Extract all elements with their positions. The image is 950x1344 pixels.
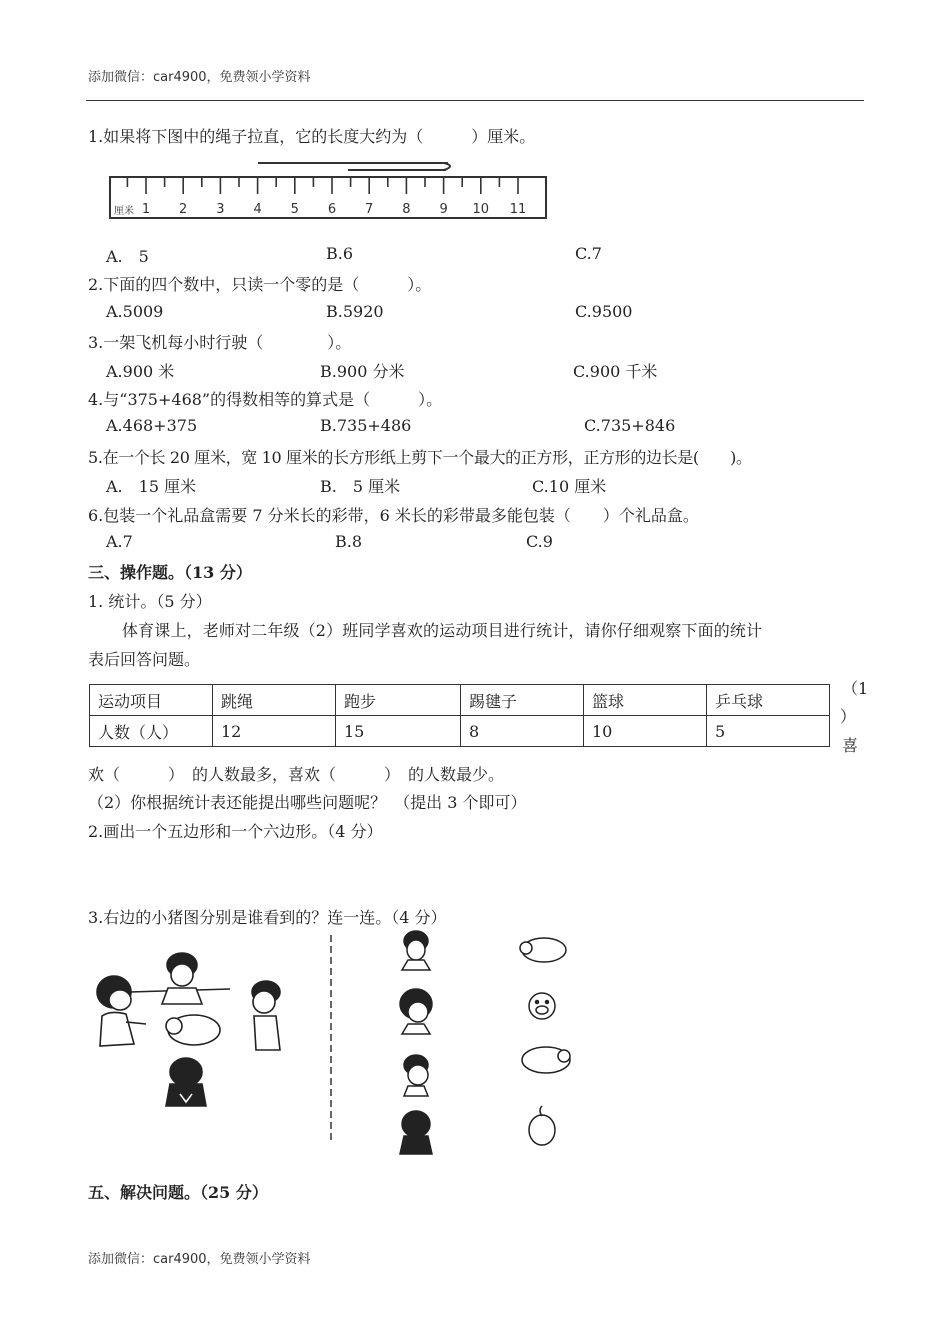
boy-right-body [254,1016,280,1050]
q2-option-c[interactable]: C.9500 [575,302,633,321]
page-footer: 添加微信：car4900，免费领小学资料 [88,1252,311,1267]
dashed-divider [328,935,334,1145]
op1-intro-line2: 表后回答问题。 [88,650,201,669]
child-1-icon [402,931,430,970]
q2-option-a[interactable]: A.5009 [106,302,164,321]
table-cell: 15 [336,716,461,747]
children-column [394,928,440,1156]
q1-option-a[interactable]: A. 5 [106,247,149,266]
sub1-marker-c: 喜 [842,736,859,755]
table-cell: 8 [461,716,584,747]
question-2-stem: 2.下面的四个数中，只读一个零的是（ ）。 [88,275,432,294]
op1-sub1-text: 欢（ ） 的人数最多，喜欢（ ） 的人数最少。 [88,765,505,784]
ruler-unit-label: 厘米 [114,206,134,217]
pig-back-view-icon [529,1106,555,1145]
table-header-row [90,685,830,716]
question-5-stem: 5.在一个长 20 厘米，宽 10 厘米的长方形纸上剪下一个最大的正方形，正方形的边长是( )。 [88,448,752,467]
pig-views-column [512,932,576,1152]
pig-side-view-2-icon [522,1047,570,1073]
table-cell: 人数（人） [90,716,213,747]
q6-option-c[interactable]: C.9 [526,532,553,551]
ruler-number: 4 [253,202,262,217]
ruler-number: 1 [141,202,151,217]
child-2-icon [400,989,432,1034]
girl-face [109,990,131,1010]
op3-title: 3.右边的小猪图分别是谁看到的？连一连。（4 分） [88,908,447,927]
question-6-stem: 6.包装一个礼品盒需要 7 分米长的彩带，6 米长的彩带最多能包装（ ）个礼品盒。 [88,506,699,525]
ruler-figure [108,156,548,226]
ruler-number: 3 [216,202,225,217]
op2-title: 2.画出一个五边形和一个六边形。（4 分） [88,822,383,841]
sub1-marker-b: ） [840,707,857,726]
q4-option-b[interactable]: B.735+486 [320,416,412,435]
table-cell: 5 [707,716,830,747]
question-1-stem: 1.如果将下图中的绳子拉直，它的长度大约为（ ）厘米。 [88,127,536,146]
page-header: 添加微信：car4900，免费领小学资料 [88,70,311,85]
table-cell: 10 [584,716,707,747]
q1-option-b[interactable]: B.6 [326,244,354,263]
boy-bottom-hair [170,1058,202,1086]
boy-top-body [162,988,202,1004]
question-4-stem: 4.与“375+468”的得数相等的算式是（ ）。 [88,390,443,409]
pig-side-view-icon [520,938,566,962]
ruler-number: 9 [439,202,448,217]
q6-option-a[interactable]: A.7 [106,532,133,551]
q5-option-b[interactable]: B. 5 厘米 [320,477,401,496]
pig-front-view-icon [529,993,555,1019]
table-header-cell: 跳绳 [213,685,336,716]
ruler-number: 2 [179,202,188,217]
q1-option-c[interactable]: C.7 [575,244,602,263]
girl-body [100,1012,134,1046]
sub1-marker-a: （1 [842,679,869,698]
q4-option-a[interactable]: A.468+375 [106,416,198,435]
q2-option-b[interactable]: B.5920 [326,302,384,321]
child-4-icon [400,1111,432,1154]
q3-option-c[interactable]: C.900 千米 [573,362,658,381]
table-header-cell: 篮球 [584,685,707,716]
boy-top-face [171,964,193,986]
table-row [90,716,830,747]
table-header-cell: 跑步 [336,685,461,716]
ruler-number: 10 [472,202,490,217]
ruler-number: 7 [365,202,374,217]
section-3-title: 三、操作题。（13 分） [88,563,252,582]
ruler-number: 8 [402,202,411,217]
boy-right-face [253,991,275,1013]
q4-option-c[interactable]: C.735+846 [584,416,676,435]
q5-option-a[interactable]: A. 15 厘米 [106,477,197,496]
q3-option-b[interactable]: B.900 分米 [320,362,405,381]
pig-head [166,1018,182,1034]
ruler-number: 5 [290,202,299,217]
op1-intro-line1: 体育课上，老师对二年级（2）班同学喜欢的运动项目进行统计，请你仔细观察下面的统计 [122,621,763,640]
child-3-icon [404,1055,428,1096]
question-3-stem: 3.一架飞机每小时行驶（ ）。 [88,333,352,352]
section-5-title: 五、解决问题。（25 分） [88,1183,268,1202]
q3-option-a[interactable]: A.900 米 [106,362,175,381]
rope-line [258,163,450,170]
table-header-cell: 踢毽子 [461,685,584,716]
header-rule [86,100,864,101]
ruler-number: 11 [509,202,527,217]
pig-scene-illustration [90,950,290,1110]
table-header-cell: 运动项目 [90,685,213,716]
table-cell: 12 [213,716,336,747]
sports-stat-table [89,684,830,747]
table-header-cell: 乒乓球 [707,685,830,716]
q6-option-b[interactable]: B.8 [335,532,363,551]
op1-sub2-text: （2）你根据统计表还能提出哪些问题呢？ （提出 3 个即可） [88,793,527,812]
op1-title: 1. 统计。（5 分） [88,592,212,611]
q5-option-c[interactable]: C.10 厘米 [532,477,607,496]
ruler-number: 6 [327,202,337,217]
